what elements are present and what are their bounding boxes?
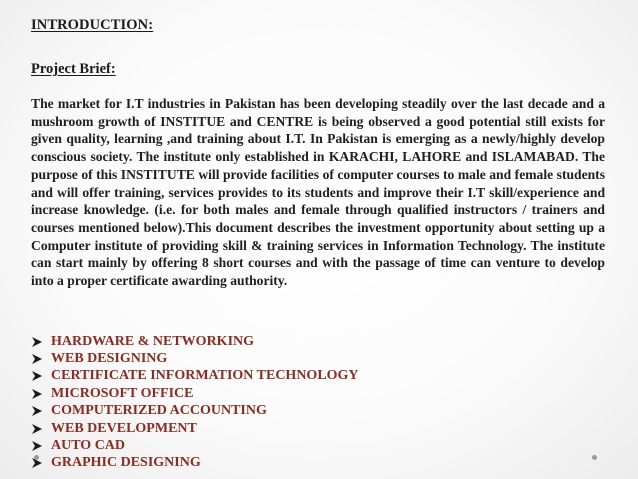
slide-heading: INTRODUCTION: [31,17,154,33]
course-list-item [31,368,359,385]
arrow-check-bullet-icon [31,423,43,435]
course-list-item [31,455,359,472]
course-label: WEB DEVELOPMENT [51,420,197,436]
course-label: AUTO CAD [51,438,126,454]
decorative-dot-right [592,455,597,460]
course-list-item [31,385,359,402]
course-list-item [31,333,359,350]
course-label: GRAPHIC DESIGNING [51,455,201,471]
course-label: COMPUTERIZED ACCOUNTING [51,403,267,419]
arrow-check-bullet-icon [31,388,43,400]
course-list-item [31,350,359,367]
arrow-check-bullet-icon [31,405,43,417]
course-list-item [31,420,359,437]
course-label: CERTIFICATE INFORMATION TECHNOLOGY [51,368,359,384]
course-label: WEB DESIGNING [51,351,168,367]
arrow-check-bullet-icon [31,440,43,452]
arrow-check-bullet-icon [31,336,43,348]
arrow-check-bullet-icon [31,370,43,382]
course-list-item [31,403,359,420]
section-subheading: Project Brief: [31,61,116,77]
course-label: HARDWARE & NETWORKING [51,333,255,349]
intro-paragraph: The market for I.T industries in Pakistan has been developing steadily over the last decade and a mushroom growth of INSTITUE and CENTRE is being observed a good potential still exists for given quality, learning ,and training about I.T. In Pakistan is emerging as a newly/highly develop conscious society. The institute only established in KARACHI, LAHORE and ISLAMABAD. The purpose of this INSTITUTE will provide facilities of computer courses to male and female students and will offer training, services provides to its students and improve their I.T skill/experience and increase knowledge. (i.e. for both males and female through qualified instructors / trainers and courses mentioned below).This document describes the investment opportunity about setting up a Computer institute of providing skill & training services in Information Technology. The institute can start mainly by offering 8 short courses and with the passage of time can venture to develop into a proper certificate awarding authority. [31,96,605,289]
course-list [31,333,359,472]
course-label: MICROSOFT OFFICE [51,385,194,401]
decorative-dot-left [34,455,39,460]
arrow-check-bullet-icon [31,353,43,365]
course-list-item [31,437,359,454]
